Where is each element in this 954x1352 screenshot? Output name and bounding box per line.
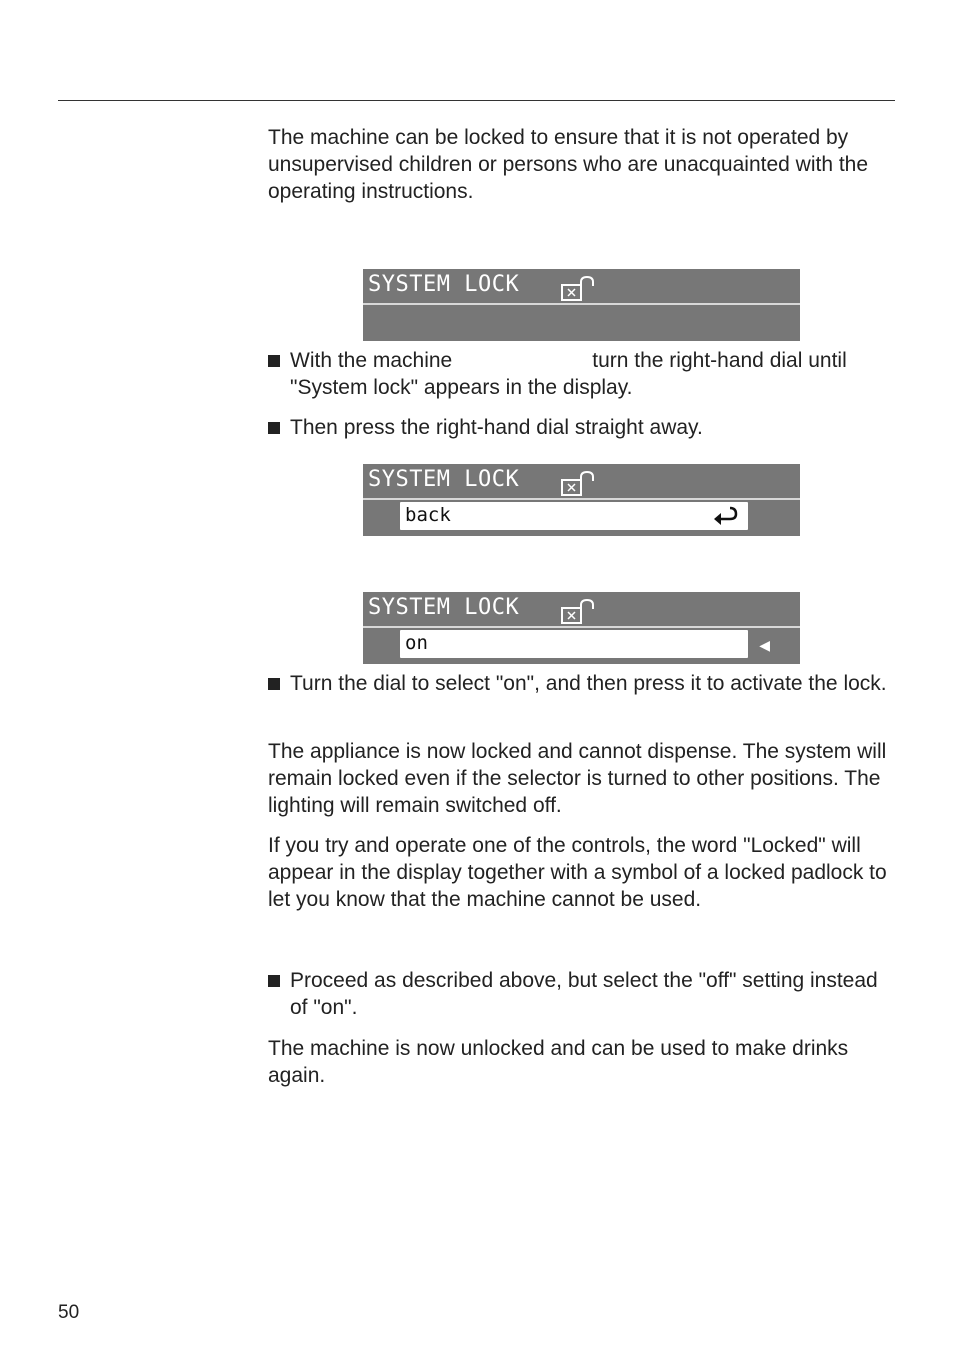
step-1-text-start: With the machine — [290, 349, 453, 372]
display-option-back — [400, 502, 748, 530]
display-system-lock-1 — [363, 269, 800, 341]
display-title: SYSTEM LOCK — [368, 467, 520, 492]
bullet-square-icon — [268, 975, 280, 987]
step-4 — [268, 967, 894, 1021]
step-2-text: Then press the right-hand dial straight away. — [290, 416, 703, 439]
enter-return-icon — [712, 506, 738, 526]
bullet-square-icon — [268, 355, 280, 367]
option-value: back — [405, 504, 451, 526]
header-rule — [58, 100, 895, 101]
locked-paragraph: The appliance is now locked and cannot dispense. The system will remain locked even if the selector is turned to other positions. The lighting will remain switched off. — [268, 740, 887, 817]
padlock-open-icon — [560, 599, 600, 625]
controls-paragraph: If you try and operate one of the controls, the word "Locked" will appear in the display together with a symbol of a locked padlock to let you know that the machine cannot be used. — [268, 834, 887, 911]
display-system-lock-2 — [363, 464, 800, 536]
step-2 — [268, 414, 894, 441]
display-option-on — [400, 630, 748, 658]
bullet-square-icon — [268, 678, 280, 690]
padlock-open-icon — [560, 276, 600, 302]
page-number: 50 — [58, 1302, 80, 1323]
bullet-square-icon — [268, 422, 280, 434]
padlock-open-icon — [560, 471, 600, 497]
unlocked-paragraph: The machine is now unlocked and can be used to make drinks again. — [268, 1037, 849, 1087]
display-title: SYSTEM LOCK — [368, 595, 520, 620]
display-title: SYSTEM LOCK — [368, 272, 520, 297]
intro-paragraph: The machine can be locked to ensure that it is not operated by unsupervised children or persons who are unacquainted with the operating instructions. — [268, 126, 869, 203]
step-1 — [268, 347, 894, 401]
option-value: on — [405, 632, 428, 654]
step-3-text: Turn the dial to select "on", and then press it to activate the lock. — [290, 672, 887, 695]
step-1-text-end: turn the right-hand dial until "System lock" appears in the display. — [290, 349, 847, 399]
step-3 — [268, 670, 894, 697]
arrow-left-icon: ◀ — [759, 637, 770, 653]
display-system-lock-3 — [363, 592, 800, 664]
step-4-text: Proceed as described above, but select the "off" setting instead of "on". — [290, 969, 878, 1019]
